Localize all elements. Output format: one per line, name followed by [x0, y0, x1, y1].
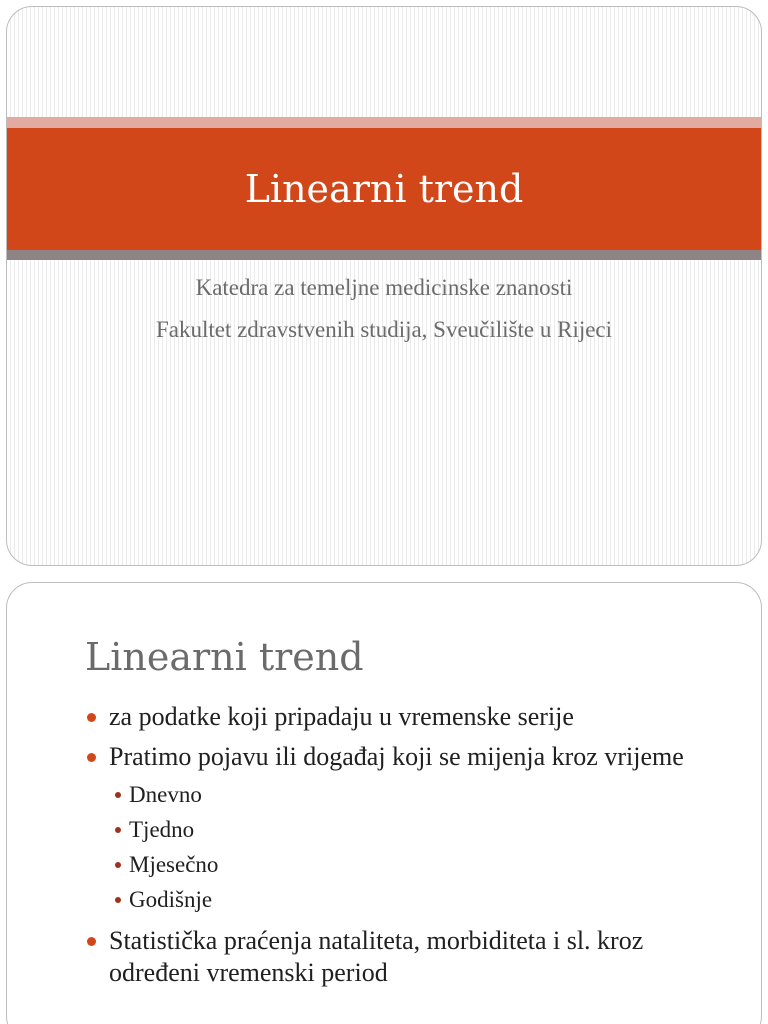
- cover-subtitle-department: Katedra za temeljne medicinske znanosti: [195, 275, 573, 300]
- sub-bullet-item: [109, 812, 707, 847]
- bullet-item: [87, 701, 707, 733]
- bullet-text: Statistička praćenja nataliteta, morbiditeta i sl. kroz određeni vremenski period: [109, 926, 644, 987]
- accent-band: [7, 117, 761, 128]
- sub-bullet-item: [109, 777, 707, 812]
- cover-title: Linearni trend: [244, 167, 524, 211]
- content-title: Linearni trend: [85, 635, 364, 679]
- sub-bullet-item: [109, 882, 707, 917]
- bullet-dot-icon: [87, 753, 96, 762]
- content-slide: [6, 582, 762, 1024]
- sub-bullet-dot-icon: [115, 827, 121, 833]
- sub-bullet-text: Godišnje: [129, 887, 213, 912]
- bullet-list: [87, 701, 707, 997]
- sub-bullet-text: Tjedno: [129, 817, 195, 842]
- sub-bullet-dot-icon: [115, 897, 121, 903]
- bullet-dot-icon: [87, 937, 96, 946]
- bullet-text: za podatke koji pripadaju u vremenske serije: [109, 702, 574, 731]
- sub-bullet-item: [109, 847, 707, 882]
- bullet-item: [87, 925, 707, 989]
- bullet-dot-icon: [87, 713, 96, 722]
- sub-bullet-text: Dnevno: [129, 782, 202, 807]
- title-band: [7, 128, 761, 250]
- cover-slide: [6, 6, 762, 566]
- under-band: [7, 250, 761, 260]
- bullet-item: [87, 741, 707, 917]
- sub-bullet-list: [109, 777, 707, 917]
- bullet-text: Pratimo pojavu ili događaj koji se mijenja kroz vrijeme: [109, 742, 684, 771]
- sub-bullet-dot-icon: [115, 792, 121, 798]
- sub-bullet-dot-icon: [115, 862, 121, 868]
- cover-subtitle-faculty: Fakultet zdravstvenih studija, Sveučilište u Rijeci: [155, 317, 613, 342]
- sub-bullet-text: Mjesečno: [129, 852, 219, 877]
